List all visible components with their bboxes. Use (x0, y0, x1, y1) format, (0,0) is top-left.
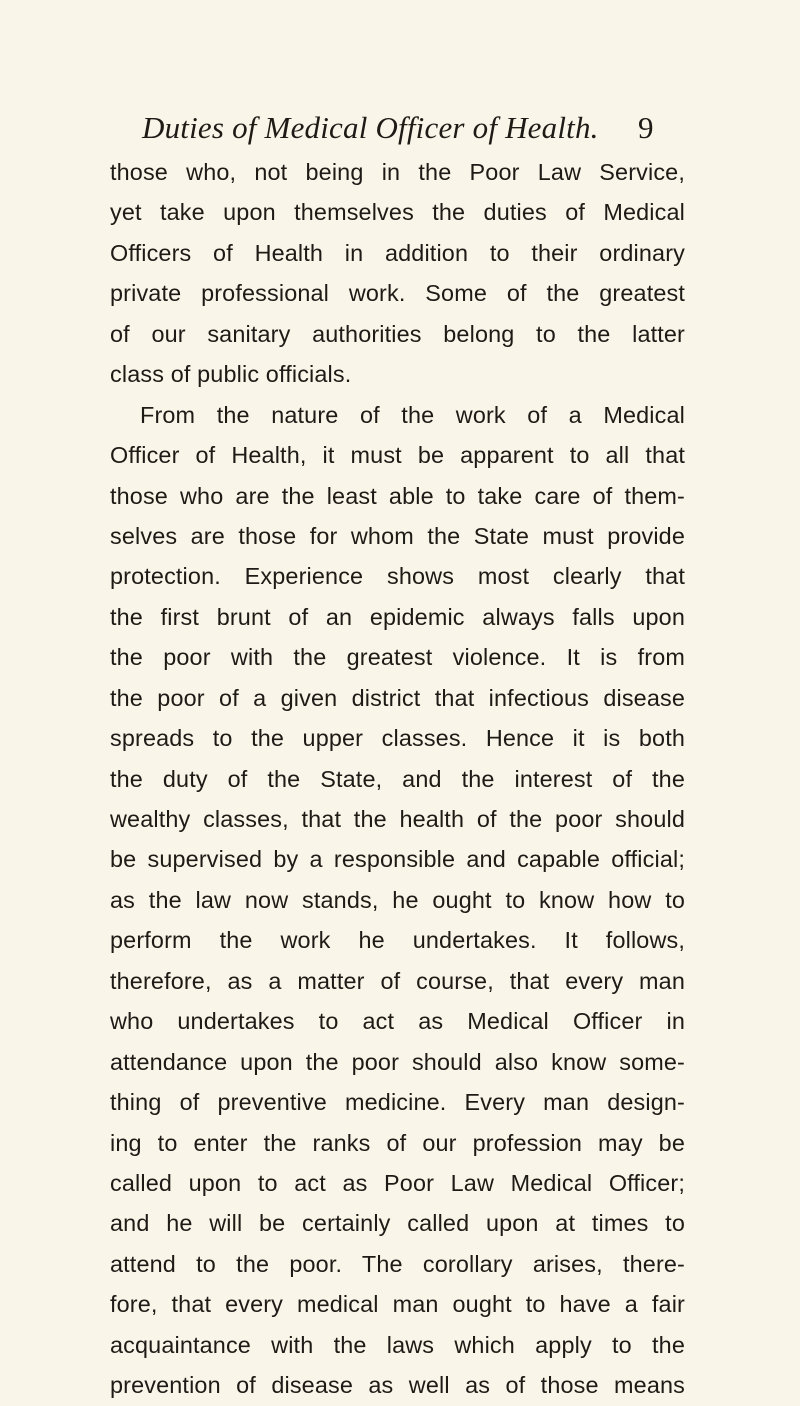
text-line: called upon to act as Poor Law Medical Officer; (110, 1169, 685, 1196)
text-line: selves are those for whom the State must provide (110, 522, 685, 549)
text-line: who undertakes to act as Medical Officer in (110, 1008, 685, 1035)
text-line: fore, that every medical man ought to have a fair (110, 1291, 685, 1318)
text-line: the duty of the State, and the interest of the (110, 765, 685, 792)
text-line: as the law now stands, he ought to know how to (110, 886, 685, 913)
text-line: of our sanitary authorities belong to the latter (110, 320, 685, 347)
text-line: thing of preventive medicine. Every man design- (110, 1089, 685, 1116)
text-line: spreads to the upper classes. Hence it is both (110, 725, 685, 752)
text-line: class of public officials. (110, 361, 352, 388)
text-line: therefore, as a matter of course, that every man (110, 967, 685, 994)
text-line: and he will be certainly called upon at times to (110, 1210, 685, 1237)
text-line: those who are the least able to take care of them- (110, 482, 685, 509)
page-number: 9 (638, 110, 654, 145)
text-line: yet take upon themselves the duties of Medical (110, 199, 685, 226)
running-head (0, 108, 800, 148)
text-line: those who, not being in the Poor Law Service, (110, 159, 685, 185)
text-line: private professional work. Some of the greatest (110, 280, 685, 307)
text-line: the poor of a given district that infectious disease (110, 684, 685, 711)
text-line: Officers of Health in addition to their ordinary (110, 239, 685, 266)
text-line: perform the work he undertakes. It follows, (110, 927, 685, 954)
text-line: the poor with the greatest violence. It is from (110, 644, 685, 671)
text-line: protection. Experience shows most clearly that (110, 563, 685, 590)
text-line: ing to enter the ranks of our profession may be (110, 1129, 685, 1156)
text-line: the first brunt of an epidemic always falls upon (110, 603, 685, 630)
text-line: be supervised by a responsible and capable official; (110, 846, 685, 873)
text-line: attend to the poor. The corollary arises, there- (110, 1250, 685, 1277)
text-line: attendance upon the poor should also know some- (110, 1048, 685, 1075)
body-text (110, 152, 685, 1406)
text-line: From the nature of the work of a Medical (140, 401, 685, 428)
text-line: Officer of Health, it must be apparent to all that (110, 442, 685, 469)
text-line: prevention of disease as well as of those means (110, 1372, 685, 1399)
text-line: wealthy classes, that the health of the poor should (110, 806, 685, 832)
text-line: acquaintance with the laws which apply to the (110, 1331, 685, 1358)
running-head-title: Duties of Medical Officer of Health. (142, 110, 599, 145)
